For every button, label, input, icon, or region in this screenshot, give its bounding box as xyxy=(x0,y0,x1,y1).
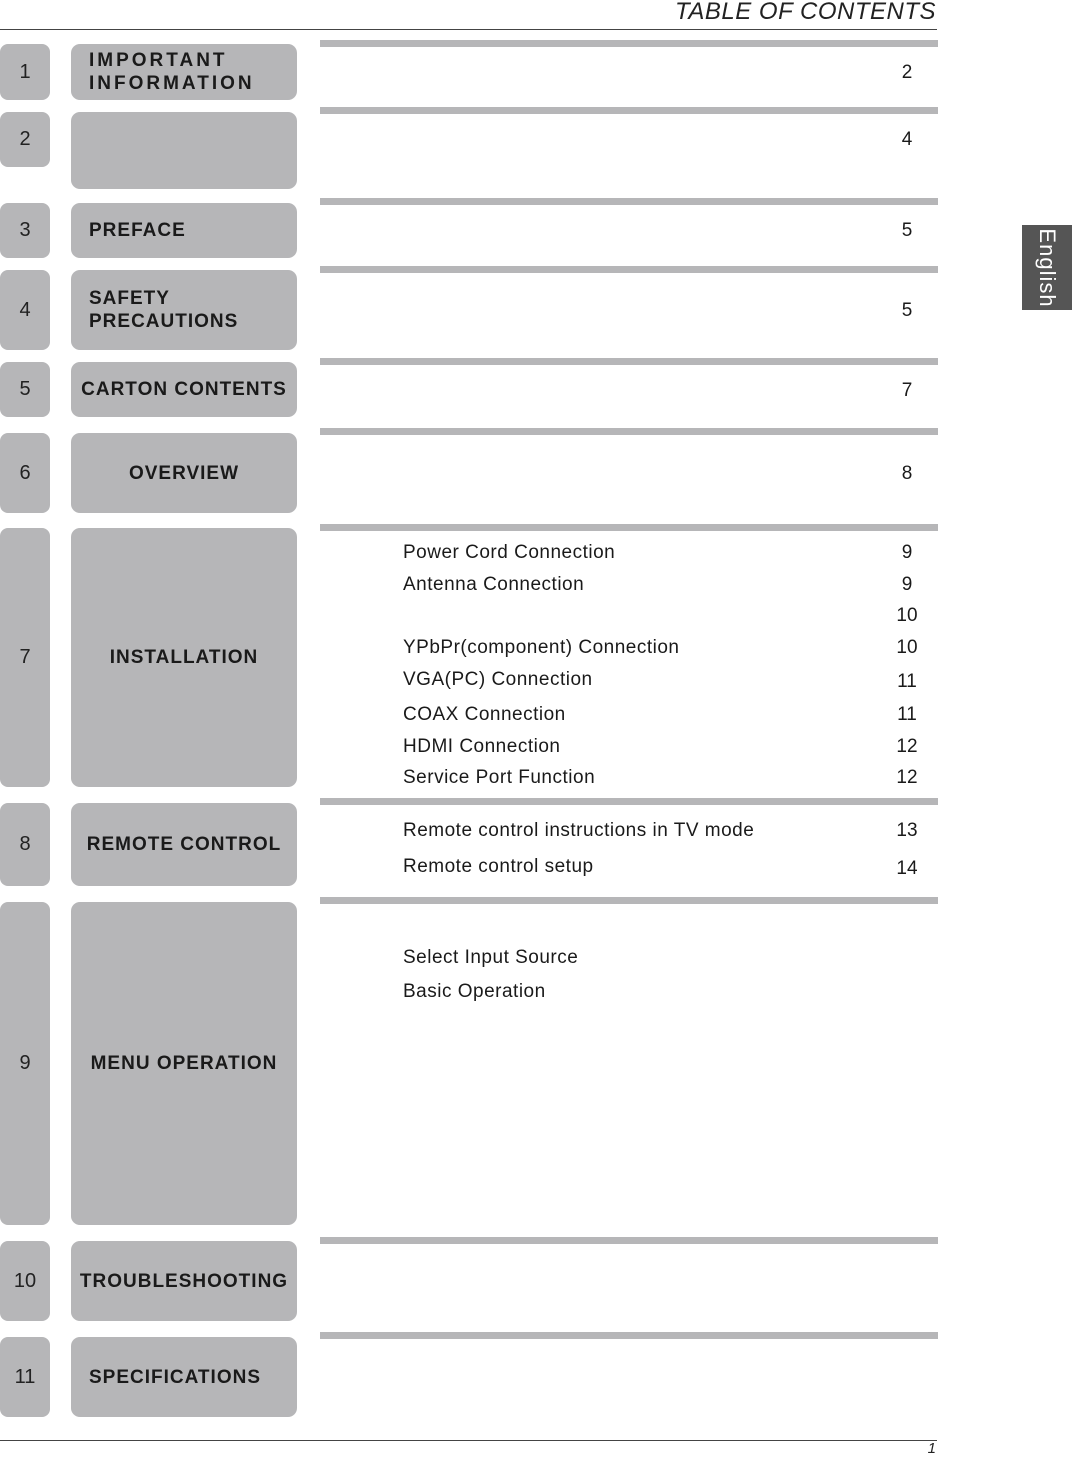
section-title-menu-operation[interactable] xyxy=(71,902,297,1225)
toc-entry-ypbpr[interactable]: YPbPr(component) Connection xyxy=(403,637,680,658)
section-divider-bar xyxy=(320,40,938,47)
section-title-label: TROUBLESHOOTING xyxy=(79,1270,289,1292)
section-page-number: 2 xyxy=(901,62,913,83)
section-divider-bar xyxy=(320,428,938,435)
section-number-1: 1 xyxy=(0,44,50,100)
section-divider-bar xyxy=(320,107,938,114)
toc-entry-page: 12 xyxy=(896,767,918,788)
toc-entry-remote-setup[interactable]: Remote control setup xyxy=(403,856,594,877)
section-number-9: 9 xyxy=(0,902,50,1225)
section-divider-bar xyxy=(320,1237,938,1244)
toc-entry-hdmi[interactable]: HDMI Connection xyxy=(403,736,561,757)
section-number-5: 5 xyxy=(0,362,50,417)
section-title-label: OVERVIEW xyxy=(128,462,240,484)
toc-entry-page: 14 xyxy=(896,858,918,879)
toc-entry-page: 9 xyxy=(901,574,913,595)
toc-entry-power-cord[interactable]: Power Cord Connection xyxy=(403,542,616,563)
section-title-label: SPECIFICATIONS xyxy=(89,1366,261,1388)
section-title-label: IMPORTANT INFORMATION xyxy=(89,50,255,94)
toc-entry-coax[interactable]: COAX Connection xyxy=(403,704,566,725)
section-title-label: REMOTE CONTROL xyxy=(86,834,282,855)
toc-entry-page: 10 xyxy=(896,637,918,658)
toc-entry-page: 13 xyxy=(896,820,918,841)
toc-entry-page: 9 xyxy=(901,542,913,563)
section-title-troubleshooting[interactable] xyxy=(71,1241,297,1321)
section-number-8: 8 xyxy=(0,803,50,886)
section-page-number: 5 xyxy=(901,300,913,321)
footer-rule xyxy=(0,1440,937,1441)
section-divider-bar xyxy=(320,266,938,273)
language-tab xyxy=(1022,225,1072,310)
section-page-number: 7 xyxy=(901,380,913,401)
section-title-remote-control[interactable] xyxy=(71,803,297,886)
section-page-number: 5 xyxy=(901,220,913,241)
section-number-2: 2 xyxy=(0,112,50,167)
toc-entry-basic-operation[interactable]: Basic Operation xyxy=(403,981,546,1002)
section-divider-bar xyxy=(320,798,938,805)
section-title-overview[interactable] xyxy=(71,433,297,513)
language-tab-label: English xyxy=(1035,227,1060,308)
section-number-3: 3 xyxy=(0,203,50,258)
page-title: TABLE OF CONTENTS xyxy=(675,0,936,25)
toc-entry-select-input-source[interactable]: Select Input Source xyxy=(403,947,579,968)
section-divider-bar xyxy=(320,897,938,904)
section-number-6: 6 xyxy=(0,433,50,513)
section-number-11: 11 xyxy=(0,1337,50,1417)
section-title-label: MENU OPERATION xyxy=(90,1053,278,1074)
section-divider-bar xyxy=(320,198,938,205)
section-title-blank[interactable] xyxy=(71,112,297,189)
section-divider-bar xyxy=(320,1332,938,1339)
section-title-important-information[interactable] xyxy=(71,44,297,100)
section-number-7: 7 xyxy=(0,528,50,787)
section-title-safety-precautions[interactable] xyxy=(71,270,297,350)
section-number-10: 10 xyxy=(0,1241,50,1321)
section-title-label: PREFACE xyxy=(89,220,186,241)
section-title-carton-contents[interactable] xyxy=(71,362,297,417)
page-number: 1 xyxy=(927,1440,936,1457)
section-title-specifications[interactable] xyxy=(71,1337,297,1417)
toc-entry-page: 11 xyxy=(897,671,917,692)
section-divider-bar xyxy=(320,358,938,365)
section-page-number: 4 xyxy=(901,129,913,150)
toc-entry-page: 10 xyxy=(896,605,918,626)
toc-entry-antenna[interactable]: Antenna Connection xyxy=(403,574,585,595)
toc-entry-page: 11 xyxy=(897,704,917,725)
section-title-label: CARTON CONTENTS xyxy=(81,379,287,400)
toc-entry-vga[interactable]: VGA(PC) Connection xyxy=(403,669,593,690)
section-title-installation[interactable] xyxy=(71,528,297,787)
toc-entry-service-port[interactable]: Service Port Function xyxy=(403,767,596,788)
toc-entry-page: 12 xyxy=(896,736,918,757)
section-title-label: INSTALLATION xyxy=(109,647,259,668)
toc-entry-remote-instructions[interactable]: Remote control instructions in TV mode xyxy=(403,820,755,841)
section-title-preface[interactable] xyxy=(71,203,297,258)
section-title-label: SAFETY PRECAUTIONS xyxy=(89,288,239,332)
section-divider-bar xyxy=(320,524,938,531)
header-rule xyxy=(0,29,937,30)
section-number-4: 4 xyxy=(0,270,50,350)
section-page-number: 8 xyxy=(901,463,913,484)
